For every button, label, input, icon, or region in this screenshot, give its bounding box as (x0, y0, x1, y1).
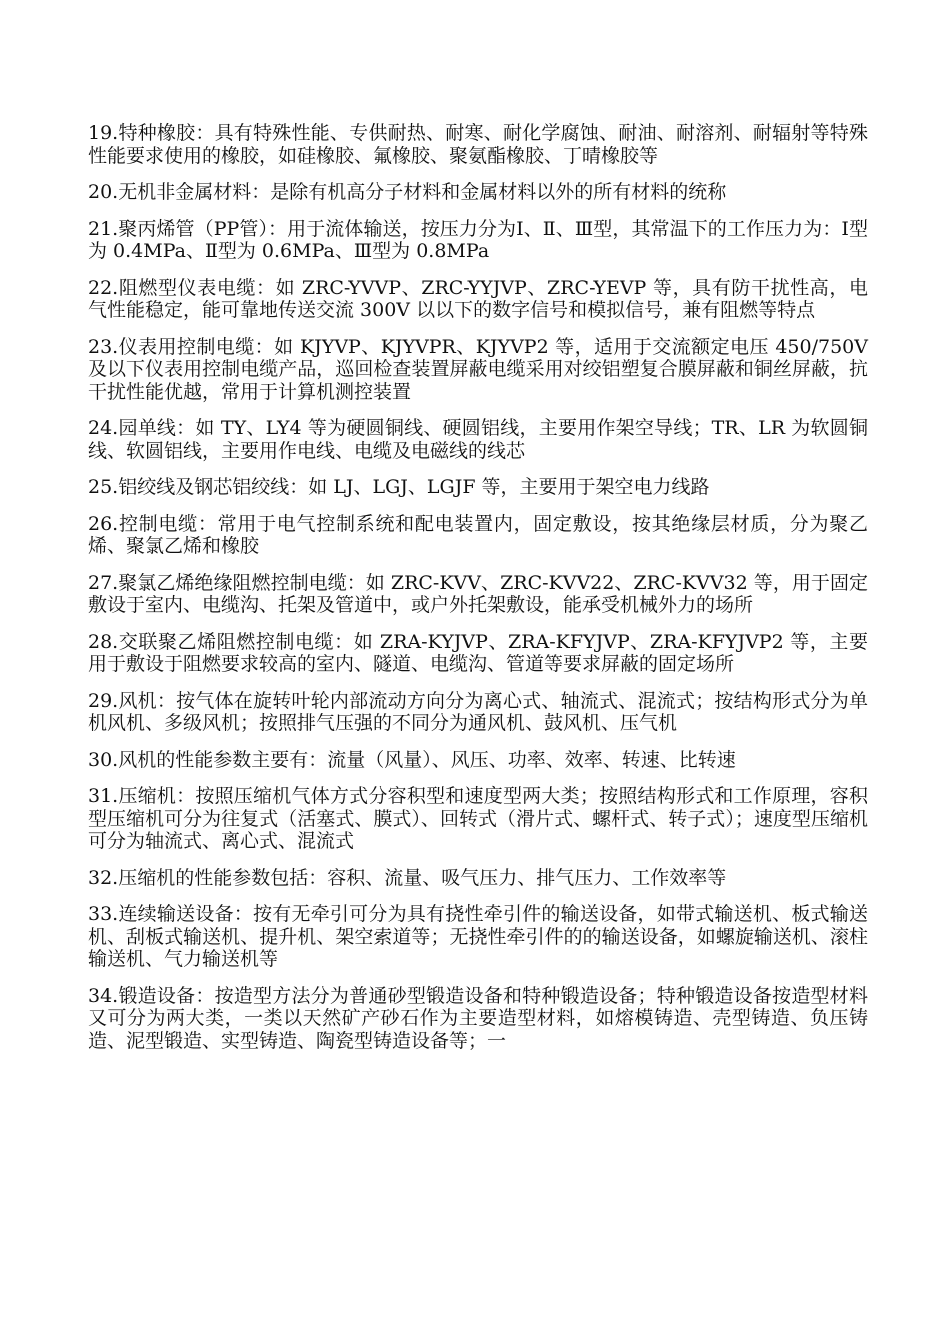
paragraph-27: 27.聚氯乙烯绝缘阻燃控制电缆：如 ZRC-KVV、ZRC-KVV22、ZRC-KVV32 等，用于固定敷设于室内、电缆沟、托架及管道中，或户外托架敷设，能承受机械外力的场所 (88, 571, 868, 616)
document-page (88, 122, 868, 1066)
paragraph-30: 30.风机的性能参数主要有：流量（风量）、风压、功率、效率、转速、比转速 (88, 748, 736, 771)
paragraph-33: 33.连续输送设备：按有无牵引可分为具有挠性牵引件的输送设备，如带式输送机、板式输送机、刮板式输送机、提升机、架空索道等；无挠性牵引件的的输送设备，如螺旋输送机、滚柱输送机、气力输送机等 (88, 903, 868, 970)
paragraph-20: 20.无机非金属材料：是除有机高分子材料和金属材料以外的所有材料的统称 (88, 181, 727, 203)
paragraph-32: 32.压缩机的性能参数包括：容积、流量、吸气压力、排气压力、工作效率等 (88, 866, 727, 889)
paragraph-31: 31.压缩机：按照压缩机气体方式分容积型和速度型两大类；按照结构形式和工作原理，容积型压缩机可分为往复式（活塞式、膜式）、回转式（滑片式、螺杆式、转子式）；速度型压缩机可分为轴流式、离心式、混流式 (88, 785, 868, 852)
paragraph-21: 21.聚丙烯管（PP管）：用于流体输送，按压力分为Ⅰ、Ⅱ、Ⅲ型，其常温下的工作压力为：Ⅰ型为 0.4MPa、Ⅱ型为 0.6MPa、Ⅲ型为 0.8MPa (88, 217, 868, 262)
paragraph-19: 19.特种橡胶：具有特殊性能、专供耐热、耐寒、耐化学腐蚀、耐油、耐溶剂、耐辐射等特殊性能要求使用的橡胶，如硅橡胶、氟橡胶、聚氨酯橡胶、丁晴橡胶等 (88, 122, 868, 167)
paragraph-28: 28.交联聚乙烯阻燃控制电缆：如 ZRA-KYJVP、ZRA-KFYJVP、ZRA-KFYJVP2 等，主要用于敷设于阻燃要求较高的室内、隧道、电缆沟、管道等要求屏蔽的固定场所 (88, 630, 868, 675)
paragraph-26: 26.控制电缆：常用于电气控制系统和配电装置内，固定敷设，按其绝缘层材质，分为聚乙烯、聚氯乙烯和橡胶 (88, 512, 868, 557)
paragraph-34: 34.锻造设备：按造型方法分为普通砂型锻造设备和特种锻造设备；特种锻造设备按造型材料又可分为两大类，一类以天然矿产砂石作为主要造型材料，如熔模铸造、壳型铸造、负压铸造、泥型锻造、实型铸造、陶瓷型铸造设备等；一 (88, 984, 868, 1052)
paragraph-25: 25.铝绞线及钢芯铝绞线：如 LJ、LGJ、LGJF 等，主要用于架空电力线路 (88, 476, 710, 498)
paragraph-29: 29.风机：按气体在旋转叶轮内部流动方向分为离心式、轴流式、混流式；按结构形式分为单机风机、多级风机；按照排气压强的不同分为通风机、鼓风机、压气机 (88, 689, 868, 734)
paragraph-24: 24.园单线：如 TY、LY4 等为硬圆铜线、硬圆铝线，主要用作架空导线；TR、LR 为软圆铜线、软圆铝线，主要用作电线、电缆及电磁线的线芯 (88, 417, 868, 462)
paragraph-23: 23.仪表用控制电缆：如 KJYVP、KJYVPR、KJYVP2 等，适用于交流额定电压 450/750V 及以下仪表用控制电缆产品，巡回检查装置屏蔽电缆采用对绞铝塑复合膜屏蔽和铜丝屏蔽，抗干扰性能优越，常用于计算机测控装置 (88, 335, 868, 403)
paragraph-22: 22.阻燃型仪表电缆：如 ZRC-YVVP、ZRC-YYJVP、ZRC-YEVP 等，具有防干扰性高，电气性能稳定，能可靠地传送交流 300V 以以下的数字信号和模拟信号，兼有阻燃等特点 (88, 276, 868, 321)
